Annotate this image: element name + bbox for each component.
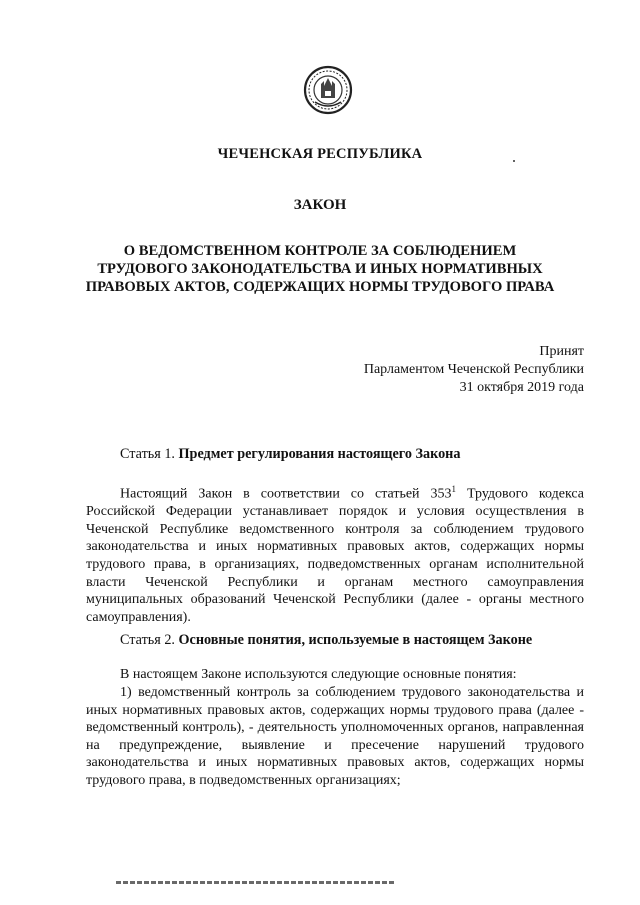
article-2-intro: В настоящем Законе используются следующие основные понятия: xyxy=(120,667,517,682)
article-2-item-1: 1) ведомственный контроль за соблюдением трудового законодательства и иных нормативных правовых актов, содержащих нормы трудового права (далее - ведомственный контроль), - деятельность уполномоченных органов, направленная на предупреждение, выявление и пресечение нарушений трудового законодательства и иных нормативных правовых актов, содержащих нормы трудового права, в подведомственных организациях; xyxy=(86,685,584,788)
adoption-body: Парламентом Чеченской Республики xyxy=(363,362,584,377)
adoption-block xyxy=(364,343,584,397)
law-title-line: ПРАВОВЫХ АКТОВ, СОДЕРЖАЩИХ НОРМЫ ТРУДОВОГО ПРАВА xyxy=(85,279,555,295)
law-title-line: О ВЕДОМСТВЕННОМ КОНТРОЛЕ ЗА СОБЛЮДЕНИЕМ xyxy=(123,243,517,259)
article-1-text-part: Трудового кодекса Российской Федерации устанавливает порядок и условия осуществления в Чеченской Республике ведомственного контроля за соблюдением трудового законодательства и иных нормативных правовых актов, содержащих нормы трудового права, в организациях, подведомственных органам исполнительной власти Чеченской Республики и органам местного самоуправления муниципальных образований Чеченской Республики (далее - органы местного самоуправления). xyxy=(86,486,585,625)
article-2-title: Основные понятия, используемые в настоящем Законе xyxy=(178,632,533,648)
article-2-heading xyxy=(120,632,532,649)
article-1-heading xyxy=(120,446,460,463)
article-1-number: Статья 1. xyxy=(120,446,179,462)
speck xyxy=(513,160,515,162)
article-2-number: Статья 2. xyxy=(120,632,179,648)
article-1-title: Предмет регулирования настоящего Закона xyxy=(178,446,461,462)
adoption-date: 31 октября 2019 года xyxy=(459,380,584,395)
law-title xyxy=(0,242,640,296)
article-1-superscript: 1 xyxy=(451,484,457,494)
article-1-text xyxy=(86,481,584,626)
cut-off-text-line xyxy=(116,881,394,884)
document-type: ЗАКОН xyxy=(293,197,347,213)
article-1-text-part: Настоящий Закон в соответствии со статьей 353 xyxy=(120,486,452,502)
coat-of-arms-emblem xyxy=(303,64,353,116)
law-title-line: ТРУДОВОГО ЗАКОНОДАТЕЛЬСТВА И ИНЫХ НОРМАТИВНЫХ xyxy=(97,261,543,277)
republic-name: ЧЕЧЕНСКАЯ РЕСПУБЛИКА xyxy=(217,146,423,162)
adoption-label: Принят xyxy=(539,344,584,359)
